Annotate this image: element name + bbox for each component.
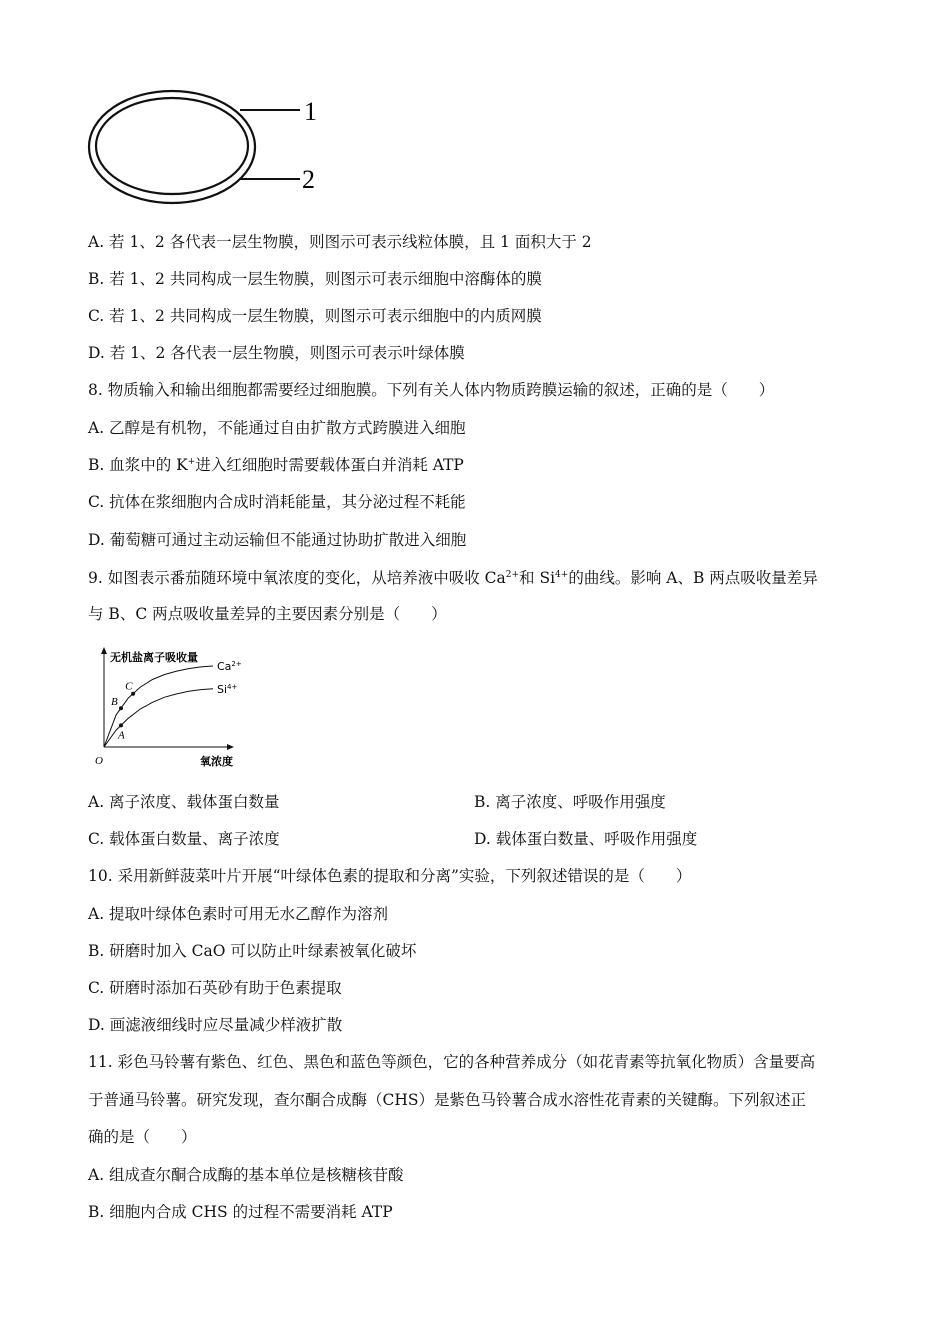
q11-stem-line2: 于普通马铃薯。研究发现，查尔酮合成酶（CHS）是紫色马铃薯合成水溶性花青素的关键酶。下列叙述正 [88, 1091, 806, 1109]
q9-stem-sup2: 4+ [555, 569, 569, 580]
q9-stem-line1 [88, 568, 818, 588]
q7-option-d: D. 若 1、2 各代表一层生物膜，则图示可表示叶绿体膜 [88, 344, 465, 362]
q8-option-b-post: 进入红细胞时需要载体蛋白并消耗 ATP [195, 456, 464, 474]
q11-option-b: B. 细胞内合成 CHS 的过程不需要消耗 ATP [88, 1203, 393, 1221]
y-axis-label: 无机盐离子吸收量 [110, 651, 198, 664]
ion-uptake-chart [90, 644, 260, 774]
outer-membrane [89, 91, 255, 203]
q9-stem-mid: 和 Si [519, 569, 556, 587]
q9-stem-line2: 与 B、C 两点吸收量差异的主要因素分别是（ ） [88, 605, 447, 623]
q9-stem-pre: 9. 如图表示番茄随环境中氧浓度的变化，从培养液中吸收 Ca [88, 569, 506, 587]
q9-option-a: A. 离子浓度、载体蛋白数量 [88, 793, 280, 811]
q11-option-a: A. 组成查尔酮合成酶的基本单位是核糖核苷酸 [88, 1166, 404, 1184]
q8-option-c: C. 抗体在浆细胞内合成时消耗能量，其分泌过程不耗能 [88, 493, 466, 511]
q11-stem-line3: 确的是（ ） [88, 1128, 197, 1146]
q7-option-b: B. 若 1、2 共同构成一层生物膜，则图示可表示细胞中溶酶体的膜 [88, 270, 542, 288]
q10-option-b: B. 研磨时加入 CaO 可以防止叶绿素被氧化破坏 [88, 942, 417, 960]
point-b [119, 706, 123, 710]
q8-option-b-sup: + [187, 456, 196, 467]
membrane-label-2: 2 [302, 165, 315, 194]
q9-option-d: D. 载体蛋白数量、呼吸作用强度 [474, 830, 698, 848]
q9-stem-sup1: 2+ [505, 569, 520, 580]
series-label-si4: $Si^{4+}$ [217, 682, 238, 696]
q8-option-a: A. 乙醇是有机物，不能通过自由扩散方式跨膜进入细胞 [88, 419, 466, 437]
q8-stem: 8. 物质输入和输出细胞都需要经过细胞膜。下列有关人体内物质跨膜运输的叙述，正确的是（ ） [88, 381, 775, 399]
origin-label: O [95, 755, 103, 767]
x-axis-label: 氧浓度 [200, 755, 233, 768]
q10-stem: 10. 采用新鲜菠菜叶片开展“叶绿体色素的提取和分离”实验，下列叙述错误的是（ ） [88, 867, 692, 885]
point-label-a: A [118, 729, 125, 742]
point-label-b: B [111, 696, 118, 709]
q11-stem-line1: 11. 彩色马铃薯有紫色、红色、黑色和蓝色等颜色，它的各种营养成分（如花青素等抗氧化物质）含量要高 [88, 1053, 816, 1071]
point-a [119, 723, 123, 727]
series-label-ca2: $Ca^{2+}$ [217, 660, 242, 673]
series-layer [104, 660, 242, 747]
q10-option-a: A. 提取叶绿体色素时可用无水乙醇作为溶剂 [88, 905, 389, 923]
q8-option-b-pre: B. 血浆中的 K [88, 456, 188, 474]
point-label-c: C [125, 680, 133, 693]
q10-option-d: D. 画滤液细线时应尽量减少样液扩散 [88, 1016, 343, 1034]
q7-option-a: A. 若 1、2 各代表一层生物膜，则图示可表示线粒体膜，且 1 面积大于 2 [88, 233, 592, 251]
q8-option-d: D. 葡萄糖可通过主动运输但不能通过协助扩散进入细胞 [88, 531, 467, 549]
y-axis-arrow [101, 647, 107, 654]
q10-option-c: C. 研磨时添加石英砂有助于色素提取 [88, 979, 342, 997]
q8-option-b [88, 455, 464, 475]
q7-option-c: C. 若 1、2 共同构成一层生物膜，则图示可表示细胞中的内质网膜 [88, 307, 542, 325]
x-axis-arrow [227, 744, 234, 750]
q9-stem-post: 的曲线。影响 A、B 两点吸收量差异 [568, 569, 818, 587]
inner-membrane [96, 98, 248, 194]
membrane-label-1: 1 [304, 97, 317, 126]
q9-option-c: C. 载体蛋白数量、离子浓度 [88, 830, 280, 848]
q9-option-b: B. 离子浓度、呼吸作用强度 [474, 793, 666, 811]
membrane-figure [80, 84, 340, 214]
